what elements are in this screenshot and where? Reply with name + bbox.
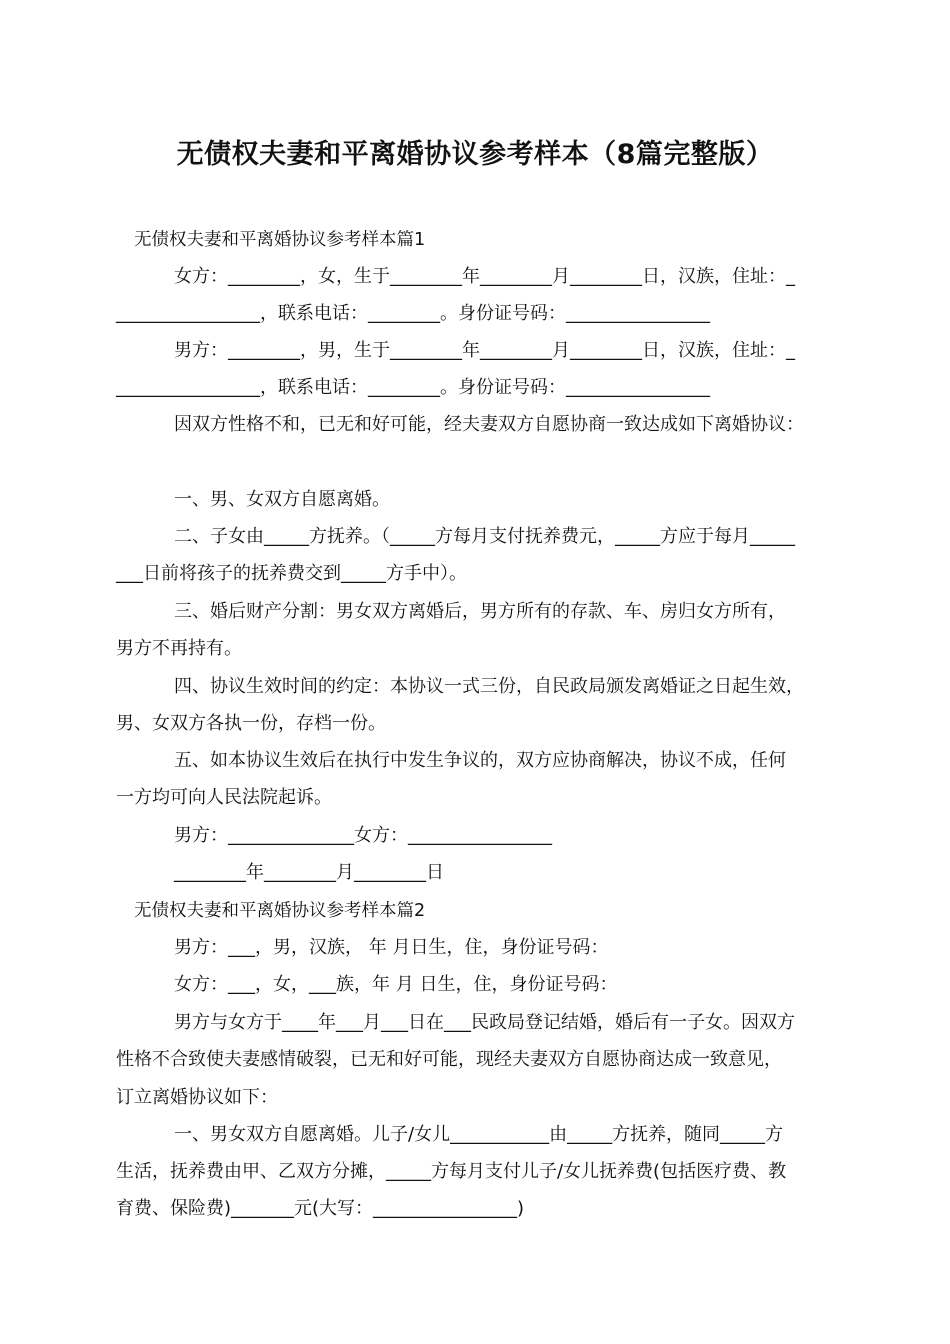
paragraph-line: 性格不合致使夫妻感情破裂，已无和好可能，现经夫妻双方自愿协商达成一致意见， [116, 1049, 782, 1070]
paragraph-line: 五、如本协议生效后在执行中发生争议的，双方应协商解决，协议不成，任何 [174, 750, 786, 771]
paragraph-line: 一、男女双方自愿离婚。儿子/女儿___________由_____方抚养，随同_____方 [174, 1124, 784, 1145]
paragraph-line: 一方均可向人民法院起诉。 [116, 787, 332, 808]
paragraph-line: 男方与女方于____年___月___日在___民政局登记结婚，婚后有一子女。因双方 [174, 1012, 795, 1033]
paragraph-line: 三、婚后财产分割：男女双方离婚后，男方所有的存款、车、房归女方所有， [174, 601, 786, 622]
paragraph-line: 女方：________，女，生于________年________月________日，汉族，住址：_ [174, 266, 795, 287]
paragraph-line: 女方：___，女，___族，年 月 日生，住，身份证号码： [174, 974, 618, 995]
paragraph-line: ________________，联系电话：________。身份证号码：________________ [116, 303, 710, 324]
paragraph-line: 男方：___，男，汉族， 年 月日生，住，身份证号码： [174, 937, 609, 958]
section-heading-2: 无债权夫妻和平离婚协议参考样本篇2 [134, 901, 426, 921]
paragraph-line: 一、男、女双方自愿离婚。 [174, 489, 390, 510]
paragraph-line: 男方：________，男，生于________年________月________日，汉族，住址：_ [174, 340, 795, 361]
paragraph-line: 四、协议生效时间的约定：本协议一式三份，自民政局颁发离婚证之日起生效， [174, 676, 804, 697]
paragraph-line: 因双方性格不和，已无和好可能，经夫妻双方自愿协商一致达成如下离婚协议： [174, 414, 804, 435]
date-line: ________年________月________日 [174, 862, 444, 883]
paragraph-line: 订立离婚协议如下： [116, 1087, 278, 1108]
paragraph-line: 生活，抚养费由甲、乙双方分摊，_____方每月支付儿子/女儿抚养费(包括医疗费、教 [116, 1161, 787, 1182]
paragraph-line: 育费、保险费)_______元(大写：________________) [116, 1198, 525, 1219]
section-heading-1: 无债权夫妻和平离婚协议参考样本篇1 [134, 230, 426, 250]
paragraph-line: 男方不再持有。 [116, 638, 242, 659]
signature-line: 男方：______________女方：________________ [174, 825, 552, 846]
paragraph-line: ___日前将孩子的抚养费交到_____方手中）。 [116, 563, 467, 584]
paragraph-line: 男、女双方各执一份，存档一份。 [116, 713, 386, 734]
paragraph-line: ________________，联系电话：________。身份证号码：________________ [116, 377, 710, 398]
document-title: 无债权夫妻和平离婚协议参考样本（8篇完整版） [176, 139, 774, 170]
paragraph-line: 二、子女由_____方抚养。（_____方每月支付抚养费元，_____方应于每月_____ [174, 526, 795, 547]
